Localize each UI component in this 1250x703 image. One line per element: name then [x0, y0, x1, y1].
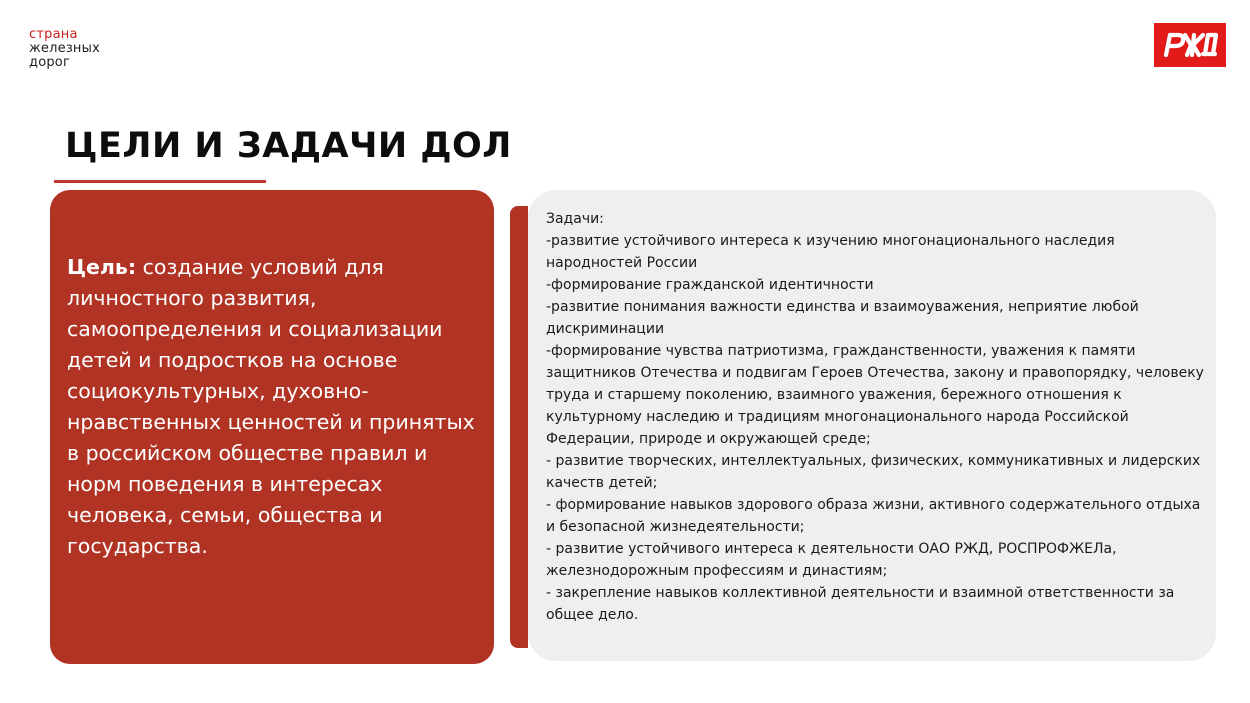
task-item: - формирование навыков здорового образа жизни, активного содержательного отдыха и безопасной жизнедеятельности; [546, 497, 1201, 535]
title-underline [54, 180, 266, 183]
tasks-accent-bar [510, 206, 528, 648]
brand-line-3: дорог [29, 55, 70, 70]
goal-card [50, 190, 494, 664]
task-item: -формирование чувства патриотизма, гражданственности, уважения к памяти защитников Отечества и подвигам Героев Отечества, закону и правопорядку, человеку труда и старшему поколению, взаимного уважения, бережного отношения к культурному наследию и традициям многонационального народа Российской Федерации, природе и окружающей среде; [546, 343, 1204, 447]
task-item: -формирование гражданской идентичности [546, 277, 874, 293]
tasks-card [528, 190, 1216, 661]
rzd-logo [1154, 23, 1226, 67]
page-title: ЦЕЛИ И ЗАДАЧИ ДОЛ [65, 126, 512, 166]
brand-logo-text [29, 28, 100, 70]
tasks-heading: Задачи: [546, 211, 604, 227]
goal-text: создание условий для личностного развития, самоопределения и социализации детей и подростков на основе социокультурных, духовно-нравственных ценностей и принятых в российском обществе правил и норм поведения в интересах человека, семьи, общества и государства. [67, 255, 475, 558]
task-item: -развитие понимания важности единства и взаимоуважения, неприятие любой дискриминации [546, 299, 1139, 337]
task-item: - развитие устойчивого интереса к деятельности ОАО РЖД, РОСПРОФЖЕЛа, железнодорожным профессиям и династиям; [546, 541, 1117, 579]
task-item: -развитие устойчивого интереса к изучению многонационального наследия народностей России [546, 233, 1115, 271]
brand-line-2: железных [29, 41, 100, 56]
task-item: - развитие творческих, интеллектуальных, физических, коммуникативных и лидерских качеств детей; [546, 453, 1201, 491]
rzd-logo-icon [1154, 23, 1226, 67]
brand-line-1: страна [29, 27, 78, 42]
task-item: - закрепление навыков коллективной деятельности и взаимной ответственности за общее дело. [546, 585, 1175, 623]
goal-label: Цель: [67, 255, 137, 279]
